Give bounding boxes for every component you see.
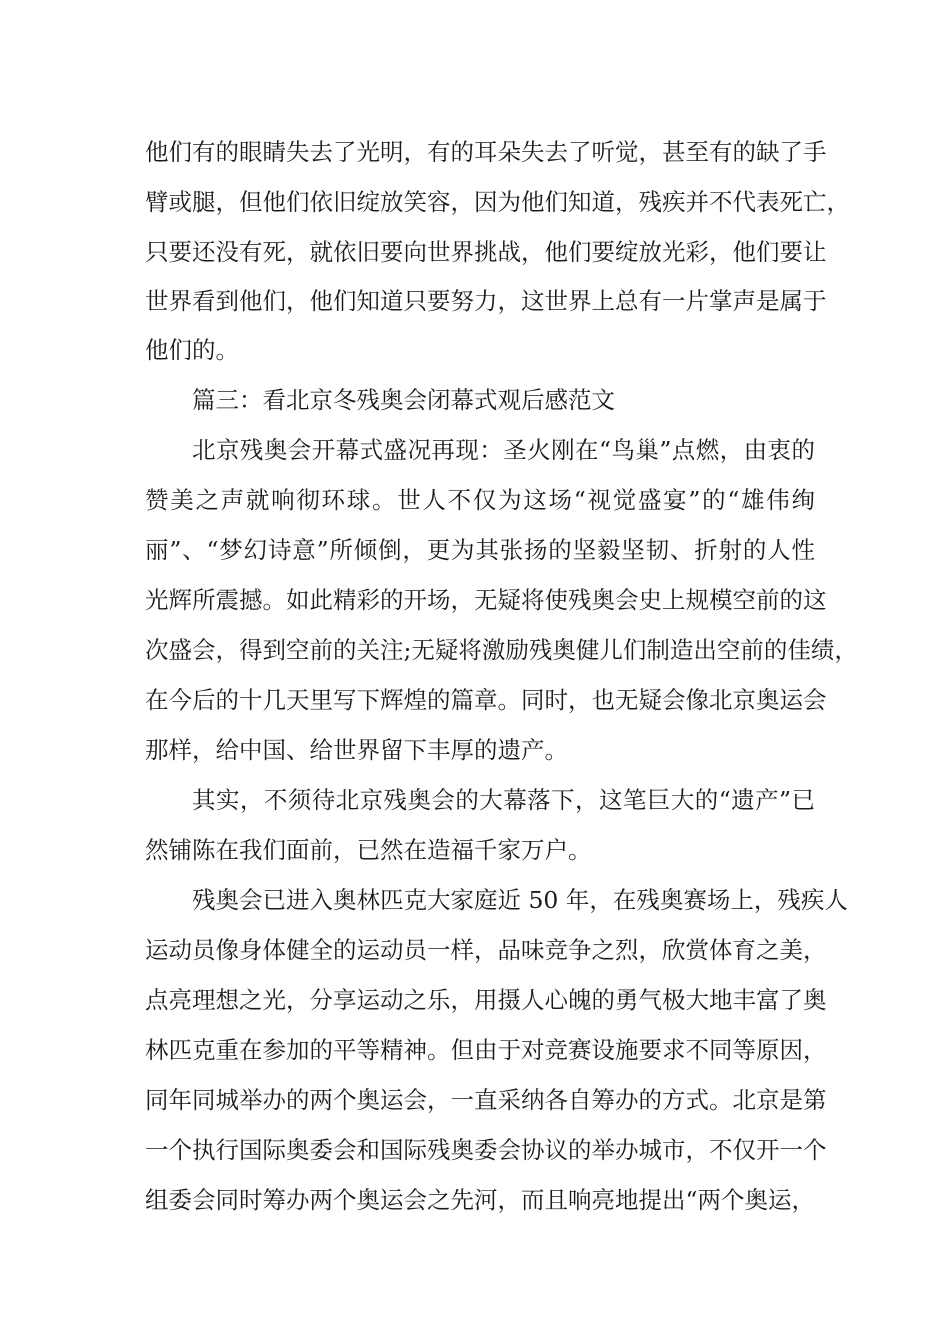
text-line: 林匹克重在参加的平等精神。但由于对竞赛设施要求不同等原因， bbox=[145, 1036, 827, 1064]
text-line: 残奥会已进入奥林匹克大家庭近 50 年，在残奥赛场上，残疾人 bbox=[192, 886, 848, 914]
text-line: 只要还没有死，就依旧要向世界挑战，他们要绽放光彩，他们要让 bbox=[145, 238, 827, 266]
text-line: 其实，不须待北京残奥会的大幕落下，这笔巨大的“遗产”已 bbox=[192, 786, 815, 814]
text-line: 他们的。 bbox=[145, 336, 239, 364]
text-line: 一个执行国际奥委会和国际残奥委会协议的举办城市，不仅开一个 bbox=[145, 1136, 827, 1164]
text-line: 臂或腿，但他们依旧绽放笑容，因为他们知道，残疾并不代表死亡， bbox=[145, 188, 850, 216]
text-line: 点亮理想之光，分享运动之乐，用摄人心魄的勇气极大地丰富了奥 bbox=[145, 986, 827, 1014]
text-line: 组委会同时筹办两个奥运会之先河，而且响亮地提出“两个奥运， bbox=[145, 1186, 816, 1214]
text-line: 那样，给中国、给世界留下丰厚的遗产。 bbox=[145, 736, 568, 764]
text-line: 光辉所震撼。如此精彩的开场，无疑将使残奥会史上规模空前的这 bbox=[145, 586, 827, 614]
text-line: 丽”、“梦幻诗意”所倾倒，更为其张扬的坚毅坚韧、折射的人性 bbox=[145, 536, 815, 564]
text-line: 次盛会，得到空前的关注;无疑将激励残奥健儿们制造出空前的佳绩， bbox=[145, 636, 858, 664]
text-line: 世界看到他们，他们知道只要努力，这世界上总有一片掌声是属于 bbox=[145, 287, 827, 315]
text-line: 赞美之声就响彻环球。世人不仅为这场“视觉盛宴”的“雄伟绚 bbox=[145, 486, 815, 514]
text-line: 同年同城举办的两个奥运会，一直采纳各自筹办的方式。北京是第 bbox=[145, 1086, 827, 1114]
text-line: 然铺陈在我们面前，已然在造福千家万户。 bbox=[145, 836, 592, 864]
text-line: 在今后的十几天里写下辉煌的篇章。同时，也无疑会像北京奥运会 bbox=[145, 686, 827, 714]
text-line: 运动员像身体健全的运动员一样，品味竞争之烈，欣赏体育之美， bbox=[145, 936, 827, 964]
text-line: 北京残奥会开幕式盛况再现：圣火刚在“鸟巢”点燃，由衷的 bbox=[192, 436, 815, 464]
section-heading: 篇三：看北京冬残奥会闭幕式观后感范文 bbox=[192, 386, 615, 414]
text-line: 他们有的眼睛失去了光明，有的耳朵失去了听觉，甚至有的缺了手 bbox=[145, 138, 827, 166]
